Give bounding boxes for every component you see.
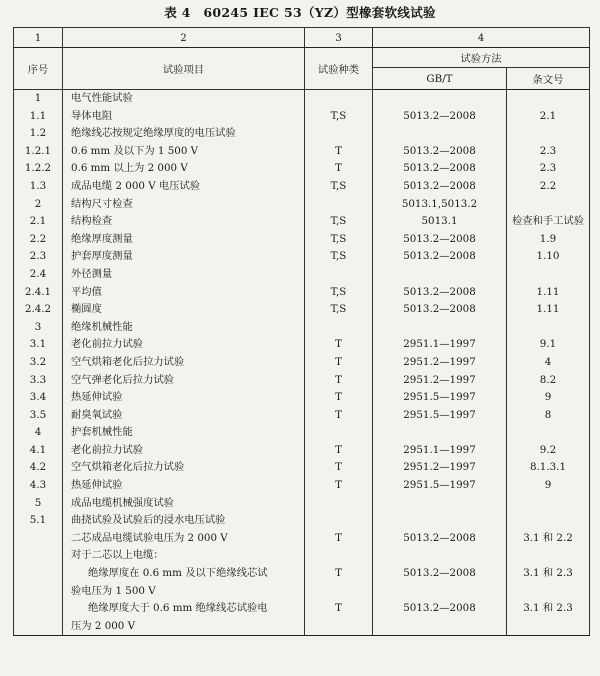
row-gbt-standard: [373, 125, 507, 143]
row-number: 2: [14, 196, 63, 214]
row-article-number: [507, 424, 590, 442]
row-article-number: [507, 319, 590, 337]
row-test-type: [305, 319, 373, 337]
row-test-item: 对于二芯以上电缆：: [63, 547, 305, 565]
row-number: 2.3: [14, 248, 63, 266]
row-number: 5.1: [14, 512, 63, 530]
row-gbt-standard: 2951.1—1997: [373, 336, 507, 354]
table-row: [14, 424, 590, 442]
row-test-item: 绝缘线芯按规定绝缘厚度的电压试验: [63, 125, 305, 143]
row-test-type: [305, 196, 373, 214]
header-gbt: GB/T: [373, 68, 507, 90]
row-test-type: T,S: [305, 231, 373, 249]
row-test-item: 热延伸试验: [63, 389, 305, 407]
row-test-item: 外径测量: [63, 266, 305, 284]
row-gbt-standard: 2951.5—1997: [373, 389, 507, 407]
row-article-number: 4: [507, 354, 590, 372]
row-number: 3.5: [14, 407, 63, 425]
row-number: 2.4: [14, 266, 63, 284]
row-number: 2.4.1: [14, 284, 63, 302]
row-article-number: [507, 125, 590, 143]
header-method: 试验方法: [373, 48, 590, 68]
row-number: 4: [14, 424, 63, 442]
row-article-number: [507, 90, 590, 108]
row-number: 3.4: [14, 389, 63, 407]
row-article-number: 2.1: [507, 108, 590, 126]
row-test-type: T: [305, 389, 373, 407]
row-article-number: 2.2: [507, 178, 590, 196]
row-article-number: 1.11: [507, 301, 590, 319]
row-number: [14, 530, 63, 548]
row-test-item: 老化前拉力试验: [63, 336, 305, 354]
table-row: [14, 442, 590, 460]
row-number: 3.3: [14, 372, 63, 390]
table-row: [14, 336, 590, 354]
row-gbt-standard: 5013.2—2008: [373, 178, 507, 196]
row-article-number: 8: [507, 407, 590, 425]
row-test-item: 验电压为 1 500 V: [63, 583, 305, 601]
row-test-type: T,S: [305, 284, 373, 302]
row-number: 1.2.1: [14, 143, 63, 161]
row-test-type: [305, 266, 373, 284]
row-gbt-standard: [373, 495, 507, 513]
row-test-item: 热延伸试验: [63, 477, 305, 495]
row-number: [14, 600, 63, 618]
table-row: [14, 495, 590, 513]
table-row: [14, 530, 590, 548]
row-number: 3.2: [14, 354, 63, 372]
row-test-item: 绝缘厚度在 0.6 mm 及以下绝缘线芯试: [63, 565, 305, 583]
row-article-number: [507, 618, 590, 636]
row-gbt-standard: [373, 618, 507, 636]
row-test-item: 椭圆度: [63, 301, 305, 319]
row-test-type: [305, 90, 373, 108]
row-gbt-standard: [373, 266, 507, 284]
row-article-number: 3.1 和 2.3: [507, 565, 590, 583]
header-item: 试验项目: [63, 48, 305, 90]
row-test-item: 0.6 mm 及以下为 1 500 V: [63, 143, 305, 161]
row-test-item: 导体电阻: [63, 108, 305, 126]
table-row: [14, 389, 590, 407]
row-number: 4.3: [14, 477, 63, 495]
row-test-type: [305, 512, 373, 530]
row-test-type: T,S: [305, 213, 373, 231]
row-gbt-standard: 5013.2—2008: [373, 143, 507, 161]
row-test-type: T,S: [305, 301, 373, 319]
row-test-type: T: [305, 160, 373, 178]
row-article-number: [507, 512, 590, 530]
row-number: 5: [14, 495, 63, 513]
row-number: [14, 583, 63, 601]
row-test-type: T: [305, 477, 373, 495]
row-article-number: 8.1.3.1: [507, 459, 590, 477]
row-number: 1.1: [14, 108, 63, 126]
row-gbt-standard: 5013.1: [373, 213, 507, 231]
table-row: [14, 600, 590, 618]
table-row: [14, 459, 590, 477]
row-number: 1: [14, 90, 63, 108]
table-row: [14, 108, 590, 126]
table-row: [14, 618, 590, 636]
row-article-number: 8.2: [507, 372, 590, 390]
row-article-number: 1.10: [507, 248, 590, 266]
row-article-number: [507, 196, 590, 214]
row-gbt-standard: 5013.2—2008: [373, 160, 507, 178]
row-number: [14, 565, 63, 583]
row-test-item: 成品电缆 2 000 V 电压试验: [63, 178, 305, 196]
header-row: [14, 48, 590, 68]
row-test-type: T: [305, 530, 373, 548]
row-test-type: T: [305, 143, 373, 161]
row-test-item: 空气弹老化后拉力试验: [63, 372, 305, 390]
row-article-number: [507, 266, 590, 284]
row-gbt-standard: 5013.2—2008: [373, 530, 507, 548]
table-row: [14, 196, 590, 214]
row-number: 4.2: [14, 459, 63, 477]
table-row: [14, 90, 590, 108]
row-gbt-standard: 2951.5—1997: [373, 477, 507, 495]
row-test-item: 老化前拉力试验: [63, 442, 305, 460]
row-test-item: 耐臭氧试验: [63, 407, 305, 425]
row-test-type: T: [305, 354, 373, 372]
row-gbt-standard: 5013.2—2008: [373, 108, 507, 126]
row-test-type: T,S: [305, 248, 373, 266]
row-test-type: T: [305, 336, 373, 354]
row-gbt-standard: [373, 547, 507, 565]
row-test-type: [305, 495, 373, 513]
row-test-item: 结构尺寸检查: [63, 196, 305, 214]
table-row: [14, 372, 590, 390]
row-gbt-standard: 5013.2—2008: [373, 565, 507, 583]
row-number: 1.3: [14, 178, 63, 196]
header-seq: 序号: [14, 48, 63, 90]
row-test-type: T: [305, 600, 373, 618]
column-number: 3: [305, 28, 373, 48]
row-number: [14, 547, 63, 565]
row-test-type: T: [305, 459, 373, 477]
table-row: [14, 565, 590, 583]
row-number: 3: [14, 319, 63, 337]
row-test-type: [305, 125, 373, 143]
table-row: [14, 143, 590, 161]
row-test-type: T: [305, 565, 373, 583]
row-article-number: 2.3: [507, 143, 590, 161]
row-test-type: [305, 424, 373, 442]
row-test-item: 空气烘箱老化后拉力试验: [63, 354, 305, 372]
row-gbt-standard: [373, 90, 507, 108]
row-test-item: 平均值: [63, 284, 305, 302]
table-row: [14, 160, 590, 178]
row-article-number: [507, 583, 590, 601]
table-row: [14, 231, 590, 249]
row-test-item: 曲挠试验及试验后的浸水电压试验: [63, 512, 305, 530]
row-article-number: 9: [507, 389, 590, 407]
row-gbt-standard: [373, 319, 507, 337]
row-article-number: 1.11: [507, 284, 590, 302]
row-test-item: 空气烘箱老化后拉力试验: [63, 459, 305, 477]
row-test-type: [305, 583, 373, 601]
table-row: [14, 319, 590, 337]
table-row: [14, 284, 590, 302]
row-test-type: T: [305, 407, 373, 425]
row-test-item: 绝缘厚度大于 0.6 mm 绝缘线芯试验电: [63, 600, 305, 618]
row-number: 3.1: [14, 336, 63, 354]
table-row: [14, 248, 590, 266]
row-number: 2.4.2: [14, 301, 63, 319]
row-article-number: 3.1 和 2.3: [507, 600, 590, 618]
column-number: 1: [14, 28, 63, 48]
test-table: [13, 27, 590, 636]
row-article-number: [507, 495, 590, 513]
row-number: 1.2: [14, 125, 63, 143]
row-gbt-standard: 2951.5—1997: [373, 407, 507, 425]
row-article-number: 9: [507, 477, 590, 495]
row-gbt-standard: 2951.2—1997: [373, 372, 507, 390]
row-number: [14, 618, 63, 636]
row-article-number: 1.9: [507, 231, 590, 249]
row-gbt-standard: 5013.2—2008: [373, 284, 507, 302]
row-number: 4.1: [14, 442, 63, 460]
row-test-item: 压为 2 000 V: [63, 618, 305, 636]
row-article-number: 2.3: [507, 160, 590, 178]
column-number: 4: [373, 28, 590, 48]
row-number: 2.1: [14, 213, 63, 231]
row-article-number: [507, 547, 590, 565]
row-gbt-standard: 2951.2—1997: [373, 459, 507, 477]
row-test-item: 二芯成品电缆试验电压为 2 000 V: [63, 530, 305, 548]
row-test-type: T,S: [305, 178, 373, 196]
table-row: [14, 354, 590, 372]
column-number-row: [14, 28, 590, 48]
row-test-type: T: [305, 442, 373, 460]
table-row: [14, 583, 590, 601]
row-number: 1.2.2: [14, 160, 63, 178]
row-test-type: [305, 547, 373, 565]
row-number: 2.2: [14, 231, 63, 249]
row-test-item: 绝缘厚度测量: [63, 231, 305, 249]
row-article-number: 3.1 和 2.2: [507, 530, 590, 548]
table-title: 表 4 60245 IEC 53（YZ）型橡套软线试验: [164, 5, 436, 20]
table-row: [14, 178, 590, 196]
row-gbt-standard: 5013.2—2008: [373, 600, 507, 618]
row-article-number: 9.1: [507, 336, 590, 354]
row-test-item: 护套机械性能: [63, 424, 305, 442]
header-article: 条文号: [507, 68, 590, 90]
row-gbt-standard: 5013.2—2008: [373, 248, 507, 266]
row-test-item: 电气性能试验: [63, 90, 305, 108]
row-gbt-standard: 5013.2—2008: [373, 301, 507, 319]
row-article-number: 9.2: [507, 442, 590, 460]
row-test-item: 0.6 mm 以上为 2 000 V: [63, 160, 305, 178]
row-gbt-standard: 2951.2—1997: [373, 354, 507, 372]
row-gbt-standard: [373, 512, 507, 530]
row-test-item: 成品电缆机械强度试验: [63, 495, 305, 513]
header-type: 试验种类: [305, 48, 373, 90]
row-test-type: T,S: [305, 108, 373, 126]
row-test-type: T: [305, 372, 373, 390]
row-gbt-standard: 5013.1,5013.2: [373, 196, 507, 214]
table-row: [14, 301, 590, 319]
table-body: [14, 90, 590, 636]
table-row: [14, 512, 590, 530]
row-gbt-standard: [373, 424, 507, 442]
row-gbt-standard: 5013.2—2008: [373, 231, 507, 249]
table-row: [14, 266, 590, 284]
row-gbt-standard: 2951.1—1997: [373, 442, 507, 460]
row-test-type: [305, 618, 373, 636]
row-test-item: 结构检查: [63, 213, 305, 231]
row-gbt-standard: [373, 583, 507, 601]
table-row: [14, 407, 590, 425]
table-row: [14, 213, 590, 231]
row-test-item: 绝缘机械性能: [63, 319, 305, 337]
table-row: [14, 477, 590, 495]
column-number: 2: [63, 28, 305, 48]
table-row: [14, 125, 590, 143]
table-row: [14, 547, 590, 565]
row-test-item: 护套厚度测量: [63, 248, 305, 266]
row-article-number: 检查和手工试验: [507, 213, 590, 231]
